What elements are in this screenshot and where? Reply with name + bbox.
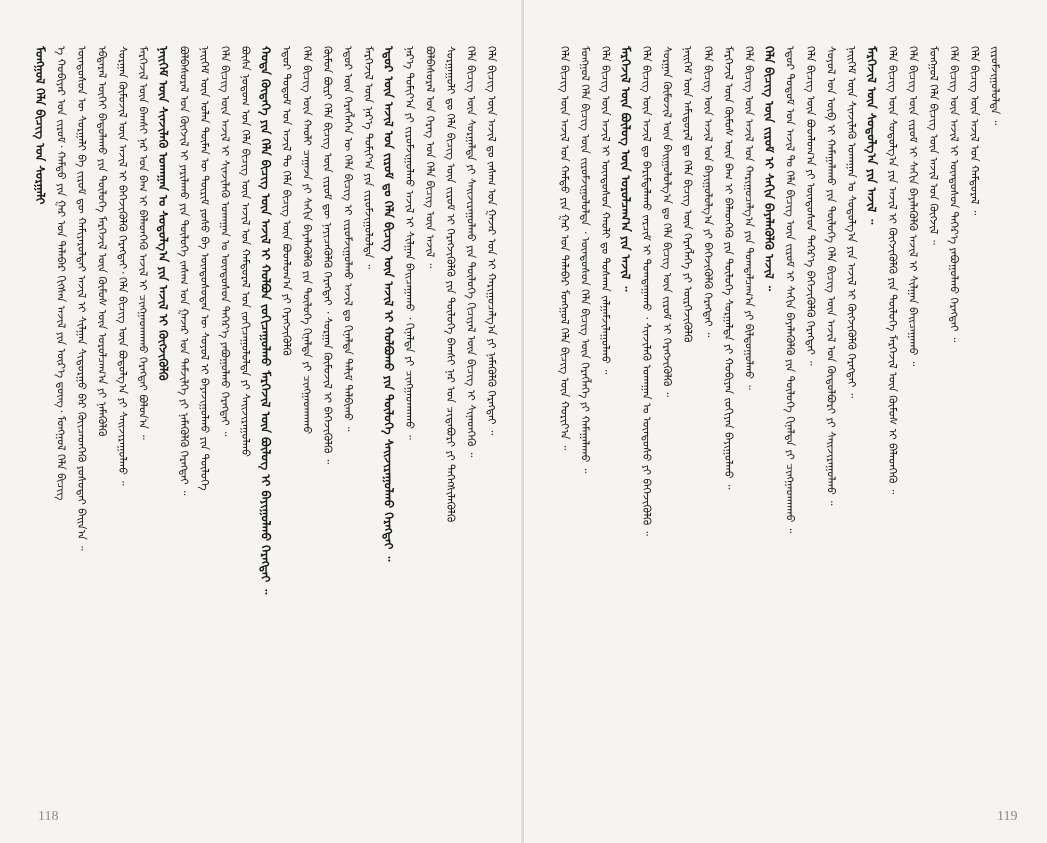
text-column: ᠬᠡᠯᠡ ᠪᠢᠴᠢᠭ ᠦᠨ ᠠᠵᠢᠯ ᠳᠤ ᠪᠠᠷᠢᠮᠲᠠᠯᠠᠬᠤ ᠵᠠᠷᠴᠢᠮ ᠢ ᠲᠣᠭᠲᠠᠭᠠᠬᠤ ᠂ ᠰᠢᠨᠵᠢᠯᠡᠬᠦ ᠤᠬᠠᠭᠠᠨ ᠤ ᠦᠨᠳᠦᠰᠦ ᠶᠢ ᠪᠡᠬᠡᠵᠢᠭᠦᠯᠬᠦ ᠃ bbox=[640, 46, 653, 536]
text-column: ᠬᠡᠯᠡ ᠪᠢᠴᠢᠭ ᠦᠨ ᠵᠢᠷᠤᠮ ᠢ ᠰᠠᠬᠢᠨ ᠪᠡᠶᠡᠯᠡᠭᠦᠯᠬᠦ ᠠᠵᠢᠯ ᠢ ᠰᠢᠯᠭᠠᠨ ᠪᠠᠢᠴᠠᠭᠠᠬᠤ ᠃ bbox=[906, 46, 920, 367]
text-column: ᠡᠳ᠋ᠦᠷ ᠲᠤᠲᠤᠮ ᠤᠨ ᠠᠵᠢᠯ ᠲᠤ ᠬᠡᠯᠡ ᠪᠢᠴᠢᠭ ᠦᠨ ᠪᠣᠳᠯᠣᠭ᠎ᠠ ᠶᠢ ᠬᠡᠷᠡᠭᠵᠢᠭᠦᠯᠬᠦ bbox=[280, 46, 293, 356]
text-column: ᠡ ᠬᠤᠪᠢᠶᠠᠷ ᠤᠨ ᠵᠢᠷᠤᠮ᠂ ᠬᠠᠮᠲᠤ ᠶᠢᠨ ᠭᠠᠷ ᠤᠨ ᠲᠠᠯᠠᠪᠠᠷ ᠬᠢᠭᠰᠡᠨ ᠠᠵᠢᠯ ᠶᠢᠨ ᠦᠷ᠎ᠡ ᠳ᠋ᠦᠩ᠂ ᠮᠣᠩᠭᠣᠯ ᠬᠡᠯᠡ ᠪᠢᠴᠢᠭ bbox=[54, 46, 68, 501]
text-column: ᠡᠳ᠋ᠦᠷ ᠦᠨ ᠠᠵᠢᠯ ᠤᠨ ᠵᠢᠷᠤᠮ ᠳᠤ ᠬᠡᠯᠡ ᠪᠢᠴᠢᠭ ᠦᠨ ᠠᠵᠢᠯ ᠢ ᠬᠣᠯᠪᠣᠬᠤ ᠶᠢᠨ ᠲᠥᠯᠥᠭᠡ ᠰᠠᠢᠵᠢᠷᠠᠭᠤᠯᠬᠤ ᠬᠡᠷᠡᠭᠲᠡᠢ ᠃ bbox=[381, 46, 396, 562]
page-number-right: 119 bbox=[997, 809, 1018, 824]
text-column: ᠬᠡᠯᠡ ᠪᠢᠴᠢᠭ ᠦᠨ ᠬᠠᠤᠯᠢ ᠴᠠᠭᠠᠵᠠ ᠶᠢ ᠰᠠᠬᠢᠨ ᠪᠡᠶᠡᠯᠡᠭᠦᠯᠬᠦ ᠶᠢᠨ ᠲᠥᠯᠥᠭᠡ ᠬᠢᠨᠠᠯᠲᠠ ᠶᠢ ᠴᠢᠩᠭᠠᠳᠬᠠᠬᠤ bbox=[300, 46, 314, 435]
text-column: ᠬᠡᠯᠡ ᠪᠢᠴᠢᠭ ᠦᠨ ᠠᠵᠢᠯ ᠤᠨ ᠬᠠᠮᠲᠤᠷᠠᠯ ᠃ bbox=[968, 46, 981, 216]
text-column: ᠨᠡᠢᠭᠡᠮ ᠦᠨ ᠰᠢᠨᠵᠢᠯᠡᠬᠦ ᠤᠬᠠᠭᠠᠨ ᠤ ᠰᠤᠳᠤᠯᠭ᠎ᠠ ᠶᠢᠨ ᠠᠵᠢᠯ ᠢ ᠬᠥᠭᠵᠢᠭᠦᠯᠬᠦ ᠬᠡᠷᠡᠭᠲᠡᠢ ᠃ bbox=[845, 46, 858, 399]
text-column: ᠮᠣᠩᠭᠣᠯ ᠬᠡᠯᠡ ᠪᠢᠴᠢᠭ ᠦᠨ ᠵᠢᠷᠤᠮᠵᠢᠭᠤᠯᠤᠯᠲᠠ ᠂ ᠦᠨᠳᠦᠰᠦᠨ ᠬᠡᠯᠡ ᠪᠢᠴᠢᠭ ᠦᠨ ᠬᠡᠷᠡᠭᠯᠡᠭᠡ ᠶᠢ ᠬᠠᠮᠠᠭᠠᠯᠠᠬᠤ ᠃ bbox=[578, 46, 592, 474]
text-column: ᠬᠡᠯᠡ ᠪᠢᠴᠢᠭ ᠦᠨ ᠰᠤᠳᠤᠯᠭ᠎ᠠ ᠶᠢᠨ ᠠᠵᠢᠯ ᠢ ᠬᠥᠭᠵᠢᠭᠦᠯᠬᠦ ᠶᠢᠨ ᠲᠥᠯᠥᠭᠡ ᠮᠡᠷᠭᠡᠵᠢᠯ ᠦᠨ ᠬᠦᠮᠦᠰ ᠢ ᠪᠡᠯᠡᠳᠬᠡᠬᠦ ᠃ bbox=[886, 46, 899, 495]
text-column: ᠮᠡᠷᠭᠡᠵᠢᠯ ᠦᠨ ᠬᠦᠮᠦᠰ ᠦᠨ ᠪᠠᠭ ᠢ ᠪᠡᠯᠡᠳᠬᠡᠬᠦ ᠶᠢᠨ ᠲᠥᠯᠥᠭᠡ ᠰᠤᠷᠭᠠᠯᠲᠠ ᠶᠢ ᠬᠤᠪᠢᠶᠠᠨ ᠵᠣᠬᠢᠶᠠᠨ ᠪᠠᠶᠢᠭᠤᠯᠬᠤ ᠃ bbox=[722, 46, 735, 490]
text-column: ᠪᠦᠰᠡ ᠨᠤᠲᠤᠭ ᠤᠨ ᠬᠡᠯᠡ ᠪᠢᠴᠢᠭ ᠦᠨ ᠠᠵᠢᠯ ᠤᠨ ᠬᠠᠮᠲᠤᠷᠠᠯ ᠤᠨ ᠵᠣᠬᠢᠴᠠᠭᠤᠯᠤᠯᠲᠠ ᠶᠢ ᠰᠠᠢᠵᠢᠷᠠᠭᠤᠯᠬᠤ bbox=[239, 46, 252, 457]
text-column: ᠬᠡᠯᠡ ᠪᠢᠴᠢᠭ ᠦᠨ ᠠᠵᠢᠯ ᠳᠤ ᠵᠠᠰᠠᠭ ᠤᠨ ᠭᠠᠵᠠᠷ ᠤᠨ ᠢ ᠬᠠᠷᠢᠭᠤᠴᠠᠯᠭ᠎ᠠ ᠶᠢ ᠨᠡᠮᠡᠭᠦᠯᠬᠦ ᠬᠡᠷᠡᠭᠲᠡᠢ ᠃ bbox=[485, 46, 498, 436]
page-number-left: 118 bbox=[38, 809, 59, 824]
text-column: ᠬᠣᠲᠠ ᠬᠦᠳᠡᠭᠡ ᠶᠢᠨ ᠬᠡᠯᠡ ᠪᠢᠴᠢᠭ ᠦᠨ ᠠᠵᠢᠯ ᠢ ᠬᠣᠯᠪᠣᠨ ᠵᠣᠬᠢᠴᠠᠭᠤᠯᠬᠤ ᠮᠡᠷᠭᠡᠵᠢᠯ ᠦᠨ ᠪᠦᠯᠦᠭ ᠢ ᠪᠠᠶᠢᠭᠤᠯᠬᠤ ᠬᠡᠷᠡᠭᠲᠡᠢ ᠃ bbox=[258, 46, 273, 595]
text-column: ᠪᠣᠯᠪᠠᠰᠤᠷᠠᠯ ᠤᠨ ᠬᠡᠷᠡᠭ ᠤᠨ ᠬᠡᠯᠡ ᠪᠢᠴᠢᠭ ᠦᠨ ᠠᠵᠢᠯ ᠃ bbox=[423, 46, 437, 268]
text-column: ᠨᠡᠢᠭᠡᠮ ᠦᠨ ᠰᠢᠨᠵᠢᠯᠡᠬᠦ ᠤᠬᠠᠭᠠᠨ ᠤ ᠰᠤᠳᠤᠯᠭ᠎ᠠ ᠶᠢᠨ ᠠᠵᠢᠯ ᠢ ᠬᠥᠭᠵᠢᠭᠦᠯᠬᠦ bbox=[156, 46, 170, 381]
text-column: ᠮᠣᠩᠭᠣᠯ ᠬᠡᠯᠡ ᠪᠢᠴᠢᠭ᠌ ᠤᠨ ᠰᠤᠷᠭᠠᠯᠢ bbox=[33, 46, 47, 205]
text-column: ᠵᠢᠷᠤᠮᠵᠢᠭᠤᠯᠤᠯᠲᠠ ᠃ bbox=[988, 46, 1002, 126]
text-column: ᠨᠡᠢᠭᠡᠮ ᠦᠨ ᠠᠮᠢᠳᠤᠷᠠᠯ ᠳᠤ ᠬᠡᠯᠡ ᠪᠢᠴᠢᠭ ᠦᠨ ᠬᠡᠷᠡᠭᠯᠡᠭᠡ ᠶᠢ ᠥᠷᠭᠡᠵᠢᠭᠦᠯᠬᠦ bbox=[681, 46, 694, 343]
text-column: ᠬᠡᠯᠡ ᠪᠢᠴᠢᠭ ᠦᠨ ᠰᠤᠷᠭᠠᠯᠲᠠ ᠶᠢ ᠰᠠᠢᠵᠢᠷᠠᠭᠤᠯᠬᠤ ᠶᠢᠨ ᠲᠥᠯᠥᠭᠡ ᠬᠢᠴᠢᠶᠡᠯ ᠦᠨ ᠪᠢᠴᠢᠭ ᠢ ᠰᠢᠨᠡᠳᠬᠡᠬᠦ ᠃ bbox=[464, 46, 478, 458]
text-column: ᠦᠨᠳᠦᠰᠦᠨ ᠦ ᠰᠤᠷᠭᠠᠯᠢ ᠪᠠ ᠵᠢᠷᠤᠮ ᠳᠦ ᠬᠠᠮᠢᠶᠠᠷᠤᠯᠲᠠᠢ ᠠᠵᠢᠯ ᠢ ᠰᠢᠯᠭᠠᠨ ᠰᠢᠳᠤᠷᠭᠤ ᠪᠡᠷ ᠭᠦᠢᠴᠡᠳᠬᠡᠬᠦ ᠶᠣᠰᠤᠲᠠᠢ ᠪᠠᠢᠨ᠎ᠠ ᠃ bbox=[75, 46, 88, 551]
text-column: ᠡᠪᠳᠡᠷᠡᠯ ᠦᠭᠡᠢ ᠪᠠᠲᠤᠯᠠᠬᠤ ᠶᠢᠨ ᠲᠥᠯᠥᠭᠡ ᠮᠡᠷᠭᠡᠵᠢᠯ ᠦᠨ ᠬᠦᠮᠦᠰ ᠦᠨ ᠣᠷᠤᠯᠴᠠᠭ᠎ᠠ ᠶᠢ ᠨᠡᠮᠡᠭᠦᠯᠬᠦ bbox=[95, 46, 109, 437]
text-column: ᠮᠡᠷᠭᠡᠵᠢᠯ ᠦᠨ ᠰᠤᠳᠤᠯᠭ᠎ᠠ ᠶᠢᠨ ᠠᠵᠢᠯ ᠃ bbox=[864, 46, 879, 225]
text-column: ᠬᠡᠯᠡ ᠪᠢᠴᠢᠭ ᠦᠨ ᠪᠣᠳᠯᠣᠭ᠎ᠠ ᠶᠢ ᠦᠨᠳᠦᠰᠦᠨ ᠳᠡᠭᠡᠷ᠎ᠡ ᠪᠡᠬᠡᠵᠢᠭᠦᠯᠬᠦ ᠬᠡᠷᠡᠭᠲᠡᠢ ᠃ bbox=[804, 46, 817, 366]
right-page bbox=[524, 0, 1047, 843]
text-column: ᠰᠣᠶᠣᠯ ᠤᠨ ᠥᠪ ᠢ ᠬᠠᠮᠠᠭᠠᠯᠠᠬᠤ ᠶᠢᠨ ᠲᠥᠯᠥᠭᠡ ᠬᠡᠯᠡ ᠪᠢᠴᠢᠭ ᠦᠨ ᠠᠵᠢᠯ ᠤᠨ ᠬᠥᠲᠥᠯᠪᠦᠷᠢ ᠶᠢ ᠰᠠᠢᠵᠢᠷᠠᠭᠤᠯᠬᠤ ᠃ bbox=[824, 46, 838, 506]
text-column: ᠨᠡᠢᠭᠡᠮ ᠦᠨ ᠣᠯᠠᠨ ᠲᠦᠮᠡᠨ ᠦ ᠳᠦᠷᠢᠮ ᠶᠣᠰᠤ ᠪᠠ ᠦᠨᠳᠦᠰᠦᠲᠡᠨ ᠦ ᠰᠣᠶᠣᠯ ᠢ ᠪᠠᠶᠠᠵᠢᠭᠤᠯᠬᠤ ᠶᠢᠨ ᠲᠥᠯᠥᠭᠡ bbox=[198, 46, 211, 491]
text-column: ᠰᠤᠷᠭᠠᠨ ᠬᠦᠮᠦᠵᠢᠯ ᠦᠨ ᠪᠠᠢᠭᠤᠯᠤᠯᠭ᠎ᠠ ᠳᠤ ᠬᠡᠯᠡ ᠪᠢᠴᠢᠭ ᠦᠨ ᠵᠢᠷᠤᠮ ᠢ ᠬᠡᠷᠡᠭᠵᠢᠭᠦᠯᠬᠦ ᠃ bbox=[660, 46, 674, 398]
left-page bbox=[0, 0, 523, 843]
text-column: ᠮᠡᠷᠭᠡᠵᠢᠯ ᠦᠨ ᠪᠠᠭᠰᠢ ᠨᠠᠷ ᠤᠨ ᠪᠠᠭ ᠢ ᠪᠡᠯᠡᠳᠬᠡᠬᠦ ᠠᠵᠢᠯ ᠢ ᠴᠢᠩᠭᠠᠳᠬᠠᠬᠤ ᠬᠡᠷᠡᠭᠲᠡᠢ ᠪᠣᠯᠤᠨ᠎ᠠ ᠃ bbox=[136, 46, 150, 440]
text-column: ᠬᠡᠯᠡ ᠪᠢᠴᠢᠭ ᠦᠨ ᠠᠵᠢᠯ ᠤᠨ ᠬᠠᠮᠲᠤ ᠶᠢᠨ ᠭᠠᠷ ᠤᠨ ᠲᠠᠯᠠᠪᠠᠷ ᠮᠣᠩᠭᠣᠯ ᠬᠡᠯᠡ ᠪᠢᠴᠢᠭ ᠦᠨ ᠬᠣᠷᠢᠶ᠎ᠠ ᠃ bbox=[558, 46, 571, 451]
right-page-text bbox=[524, 46, 1047, 796]
text-column: ᠡᠳ᠋ᠦᠷ ᠦᠨ ᠬᠡᠷᠡᠭᠯᠡᠭᠡᠨ ᠦ ᠬᠡᠯᠡ ᠪᠢᠴᠢᠭ ᠢ ᠵᠢᠷᠤᠮᠵᠢᠭᠤᠯᠬᠤ ᠠᠵᠢᠯ ᠳᠤ ᠬᠢᠨᠠᠯᠲᠠ ᠳᠠᠯᠢᠮ ᠲᠠᠯᠪᠢᠬᠤ ᠃ bbox=[341, 46, 355, 432]
text-column: ᠮᠡᠷᠭᠡᠵᠢᠯ ᠦᠨ ᠨᠡᠷ᠎ᠡ ᠲᠣᠮᠢᠶ᠎ᠠ ᠶᠢᠨ ᠵᠢᠷᠤᠮᠵᠢᠭᠤᠯᠤᠯᠲᠠ ᠃ bbox=[362, 46, 375, 269]
text-column: ᠬᠡᠯᠡ ᠪᠢᠴᠢᠭ ᠦᠨ ᠠᠵᠢᠯ ᠤᠨ ᠬᠠᠷᠢᠭᠤᠴᠠᠯᠭ᠎ᠠ ᠶᠢᠨ ᠲᠣᠭᠲᠠᠯᠴᠠᠭ᠎ᠠ ᠶᠢ ᠪᠢᠯᠳᠤᠭᠤᠯᠬᠤ ᠃ bbox=[742, 46, 756, 390]
text-column: ᠨᠡᠷ᠎ᠡ ᠲᠣᠮᠢᠶ᠎ᠠ ᠶᠢ ᠵᠢᠷᠤᠮᠵᠢᠭᠤᠯᠬᠤ ᠠᠵᠢᠯ ᠢ ᠰᠢᠯᠭᠠᠨ ᠪᠠᠢᠴᠠᠭᠠᠬᠤ ᠂ ᠬᠢᠨᠠᠯᠲᠠ ᠶᠢ ᠴᠢᠩᠭᠠᠳᠬᠠᠬᠤ ᠃ bbox=[403, 46, 416, 440]
text-column: ᠡᠳ᠋ᠦᠷ ᠲᠤᠲᠤᠮ ᠤᠨ ᠠᠵᠢᠯ ᠲᠤ ᠬᠡᠯᠡ ᠪᠢᠴᠢᠭ ᠦᠨ ᠵᠢᠷᠤᠮ ᠢ ᠰᠠᠬᠢᠨ ᠪᠡᠶᠡᠯᠡᠭᠦᠯᠬᠦ ᠶᠢᠨ ᠲᠥᠯᠥᠭᠡ ᠬᠢᠨᠠᠯᠲᠠ ᠶᠢ ᠴᠢᠩᠭᠠᠳᠬᠠᠬᠤ ᠃ bbox=[783, 46, 797, 534]
left-page-text bbox=[0, 46, 523, 796]
text-column: ᠰᠤᠷᠭᠠᠭᠤᠯᠢ ᠳᠤ ᠬᠡᠯᠡ ᠪᠢᠴᠢᠭ ᠦᠨ ᠵᠢᠷᠤᠮ ᠢ ᠬᠡᠷᠡᠭᠵᠢᠭᠦᠯᠬᠦ ᠶᠢᠨ ᠲᠥᠯᠥᠭᠡ ᠪᠠᠭᠰᠢ ᠨᠠᠷ ᠤᠨ ᠴᠢᠳᠠᠪᠤᠷᠢ ᠶᠢ ᠳᠡᠭᠡᠭᠰᠢᠯᠡᠭᠦᠯᠬᠦ bbox=[444, 46, 457, 523]
text-column: ᠮᠣᠩᠭᠣᠯ ᠬᠡᠯᠡ ᠪᠢᠴᠢᠭ ᠦᠨ ᠠᠵᠢᠯ ᠤᠨ ᠬᠥᠭᠵᠢᠯ ᠃ bbox=[927, 46, 940, 245]
text-column: ᠬᠡᠯᠡ ᠪᠢᠴᠢᠭ ᠦᠨ ᠠᠵᠢᠯ ᠤᠨ ᠪᠠᠶᠢᠭᠤᠯᠤᠯᠭ᠎ᠠ ᠶᠢ ᠪᠡᠬᠡᠵᠢᠭᠦᠯᠬᠦ ᠬᠡᠷᠡᠭᠲᠡᠢ ᠃ bbox=[701, 46, 715, 338]
text-column: ᠪᠣᠯᠪᠠᠰᠤᠷᠠᠯ ᠤᠨ ᠬᠥᠭᠵᠢᠯ ᠢ ᠶᠠᠷᠢᠯᠠᠬᠤ ᠶᠢᠨ ᠲᠥᠯᠥᠭᠡ ᠵᠠᠰᠠᠭ ᠤᠨ ᠭᠠᠵᠠᠷ ᠤᠨ ᠳᠡᠮᠵᠢᠯᠭᠡ ᠶᠢ ᠨᠡᠮᠡᠭᠦᠯᠬᠦ ᠬᠡᠷᠡᠭᠲᠡᠢ ᠃ bbox=[177, 46, 191, 496]
text-column: ᠰᠤᠷᠭᠠᠨ ᠬᠦᠮᠦᠵᠢᠯ ᠦᠨ ᠠᠵᠢᠯ ᠢ ᠪᠡᠬᠡᠵᠢᠭᠦᠯᠬᠦ ᠬᠡᠷᠡᠭᠲᠡᠢ᠂ ᠬᠡᠯᠡ ᠪᠢᠴᠢᠭ ᠦᠨ ᠪᠤᠳᠤᠯᠭ᠎ᠠ ᠶᠢ ᠰᠠᠢᠵᠢᠷᠠᠭᠤᠯᠬᠤ ᠃ bbox=[116, 46, 129, 486]
text-column: ᠬᠡᠯᠡ ᠪᠢᠴᠢᠭ ᠦᠨ ᠠᠵᠢᠯ ᠢ ᠦᠨᠳᠦᠰᠦᠨ ᠬᠠᠤᠯᠢ ᠳᠤ ᠲᠤᠰᠬᠠᠨ ᠵᠠᠯᠭᠠᠮᠵᠢᠯᠠᠭᠤᠯᠬᠤ ᠃ bbox=[599, 46, 612, 375]
text-column: ᠬᠡᠯᠡ ᠪᠢᠴᠢᠭ ᠦᠨ ᠠᠵᠢᠯ ᠢ ᠰᠢᠨᠵᠢᠯᠡᠬᠦ ᠤᠬᠠᠭᠠᠨ ᠤ ᠦᠨᠳᠦᠰᠦᠨ ᠳᠡᠭᠡᠷ᠎ᠡ ᠶᠠᠪᠤᠭᠤᠯᠬᠤ ᠬᠡᠷᠡᠭᠲᠡᠢ ᠃ bbox=[218, 46, 232, 437]
text-column: ᠬᠦᠮᠦᠨ ᠪᠦᠷᠢ ᠬᠡᠯᠡ ᠪᠢᠴᠢᠭ ᠦᠨ ᠵᠢᠷᠤᠮ ᠳᠦ ᠨᠡᠶᠢᠴᠡᠭᠦᠯᠬᠦ ᠬᠡᠷᠡᠭᠲᠡᠢ ᠂ ᠰᠤᠷᠭᠠᠨ ᠬᠦᠮᠦᠵᠢᠯ ᠢ ᠪᠡᠬᠡᠵᠢᠭᠦᠯᠬᠦ ᠃ bbox=[321, 46, 334, 465]
text-column: ᠬᠡᠯᠡ ᠪᠢᠴᠢᠭ ᠦᠨ ᠠᠵᠢᠯ ᠢ ᠦᠨᠳᠦᠰᠦᠨ ᠳᠡᠭᠡᠷ᠎ᠡ ᠶᠠᠪᠤᠭᠤᠯᠬᠤ ᠬᠡᠷᠡᠭᠲᠡᠢ ᠃ bbox=[947, 46, 961, 343]
text-column: ᠮᠡᠷᠭᠡᠵᠢᠯ ᠦᠨ ᠪᠦᠯᠦᠭ ᠦᠨ ᠣᠷᠤᠯᠴᠠᠭ᠎ᠠ ᠶᠢᠨ ᠠᠵᠢᠯ ᠃ bbox=[618, 46, 633, 292]
text-column: ᠬᠡᠯᠡ ᠪᠢᠴᠢᠭ ᠦᠨ ᠵᠢᠷᠤᠮ ᠢ ᠰᠠᠬᠢᠨ ᠪᠡᠶᠡᠯᠡᠭᠦᠯᠬᠦ ᠠᠵᠢᠯ ᠃ bbox=[762, 46, 776, 291]
